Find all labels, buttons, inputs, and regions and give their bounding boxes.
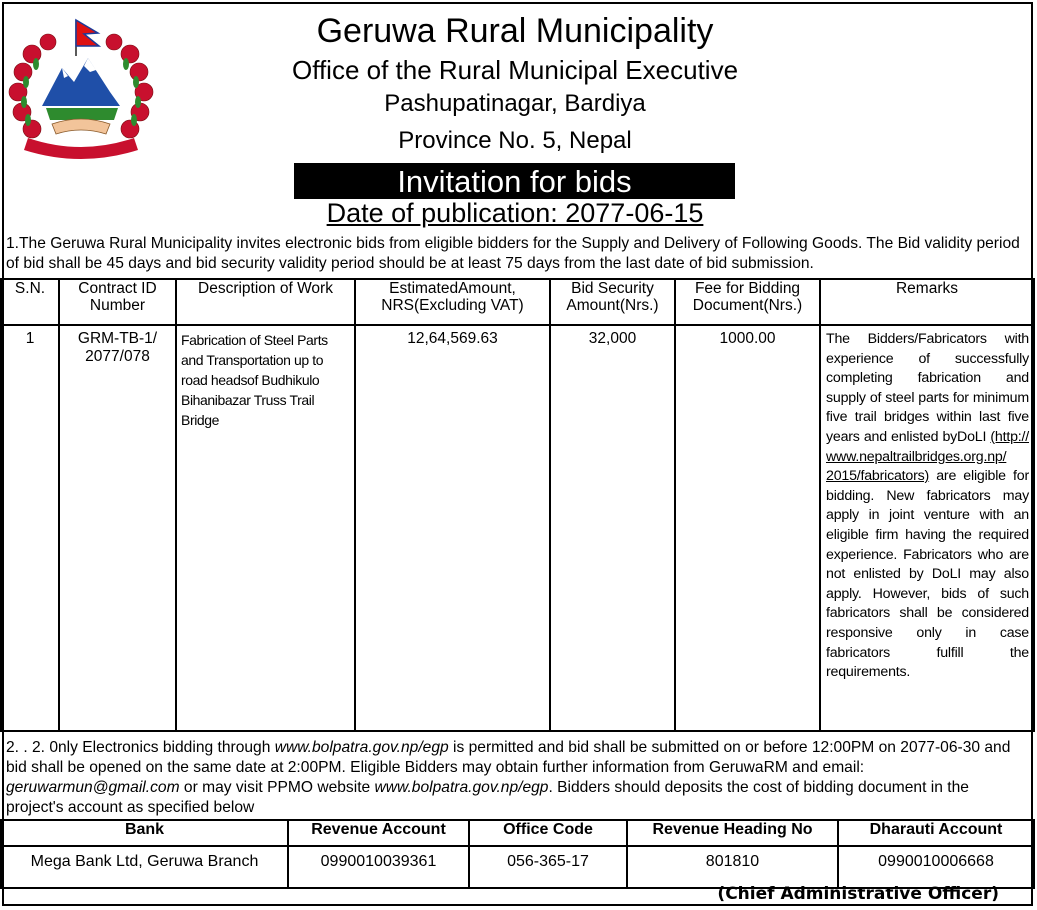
municipality-name: Geruwa Rural Municipality (316, 12, 714, 50)
bank-name: Mega Bank Ltd, Geruwa Branch (1, 846, 288, 888)
bolpatra-link[interactable]: www.bolpatra.gov.np/egp (274, 739, 449, 756)
col-header-bid-security: Bid Security Amount(Nrs.) (550, 279, 675, 325)
publication-date: Date of publication: 2077-06-15 (326, 198, 704, 228)
office-name: Office of the Rural Municipal Executive (291, 55, 739, 85)
cell-sn: 1 (1, 325, 59, 731)
bank-table (0, 819, 1035, 889)
dolI-link[interactable]: (http:// www.nepaltrailbridges.org.np/ 2015/fabricators) (826, 428, 1029, 485)
dharauti-account-header: Dharauti Account (838, 820, 1034, 846)
bids-table (0, 278, 1035, 732)
revenue-account: 0990010039361 (288, 846, 469, 888)
para2-text-1: 2. . 2. 0nly Electronics bidding through (6, 739, 275, 756)
para2-text-3: or may visit PPMO website (179, 779, 375, 796)
para2-text-2: is permitted and bid shall be submitted on or before 12:00PM on 2077-06-30 and bid shall be opened on the same date at 2:00PM. Eligible Bidders may obtain further information from GeruwaRM and email: (6, 739, 1011, 776)
table-row (1, 846, 1034, 888)
col-header-contract-id: Contract ID Number (59, 279, 176, 325)
para2-text-4: . Bidders should deposits the cost of bidding document in the project's account as specified below (6, 779, 969, 816)
invitation-banner: Invitation for bids (294, 163, 735, 199)
province: Province No. 5, Nepal (398, 127, 632, 154)
col-header-estimated-amount: EstimatedAmount, NRS(Excluding VAT) (355, 279, 550, 325)
dharauti-account: 0990010006668 (838, 846, 1034, 888)
cell-remarks (820, 325, 1034, 731)
bids-table-header (1, 279, 1034, 325)
cell-estimated-amount: 12,64,569.63 (355, 325, 550, 731)
col-header-description: Description of Work (176, 279, 355, 325)
signature-line: (Chief Administrative Officer) (717, 884, 999, 904)
office-code: 056-365-17 (469, 846, 627, 888)
revenue-heading-no: 801810 (627, 846, 838, 888)
cell-fee: 1000.00 (675, 325, 820, 731)
revenue-heading-header: Revenue Heading No (627, 820, 838, 846)
email-link[interactable]: geruwarmun@gmail.com (6, 779, 180, 796)
col-header-fee: Fee for Bidding Document(Nrs.) (675, 279, 820, 325)
col-header-remarks: Remarks (820, 279, 1034, 325)
cell-bid-security: 32,000 (550, 325, 675, 731)
remarks-text-a: The Bidders/Fabricators with experience of successfully completing fabrication and supply of steel parts for minimum five trail bridges within last five years and enlisted byDoLI (826, 331, 1029, 445)
bank-header: Bank (1, 820, 288, 846)
bank-table-header (1, 820, 1034, 846)
table-row (1, 325, 1034, 731)
bidding-instructions (6, 738, 1030, 818)
remarks-text-b: are eligible for bidding. New fabricators may apply in joint venture with an eligible firm having the required experience. Fabricators who are not enlisted by DoLI may also apply. However, bids of such fabricators shall be considered responsive only in case fabricators fulfill the requirements. (826, 468, 1029, 681)
intro-paragraph: 1.The Geruwa Rural Municipality invites electronic bids from eligible bidders for the Supply and Delivery of Following Goods. The Bid validity period of bid shall be 45 days and bid security validity period should be at least 75 days from the last date of bid submission. (6, 235, 1020, 272)
cell-contract-id: GRM-TB-1/ 2077/078 (59, 325, 176, 731)
nepal-emblem-icon (6, 16, 156, 164)
office-location: Pashupatinagar, Bardiya (384, 90, 646, 117)
cell-description: Fabrication of Steel Parts and Transportation up to road headsof Budhikulo Bihanibazar Truss Trail Bridge (176, 325, 355, 731)
revenue-account-header: Revenue Account (288, 820, 469, 846)
col-header-sn: S.N. (1, 279, 59, 325)
ppmo-link[interactable]: www.bolpatra.gov.np/egp (374, 779, 549, 796)
office-code-header: Office Code (469, 820, 627, 846)
